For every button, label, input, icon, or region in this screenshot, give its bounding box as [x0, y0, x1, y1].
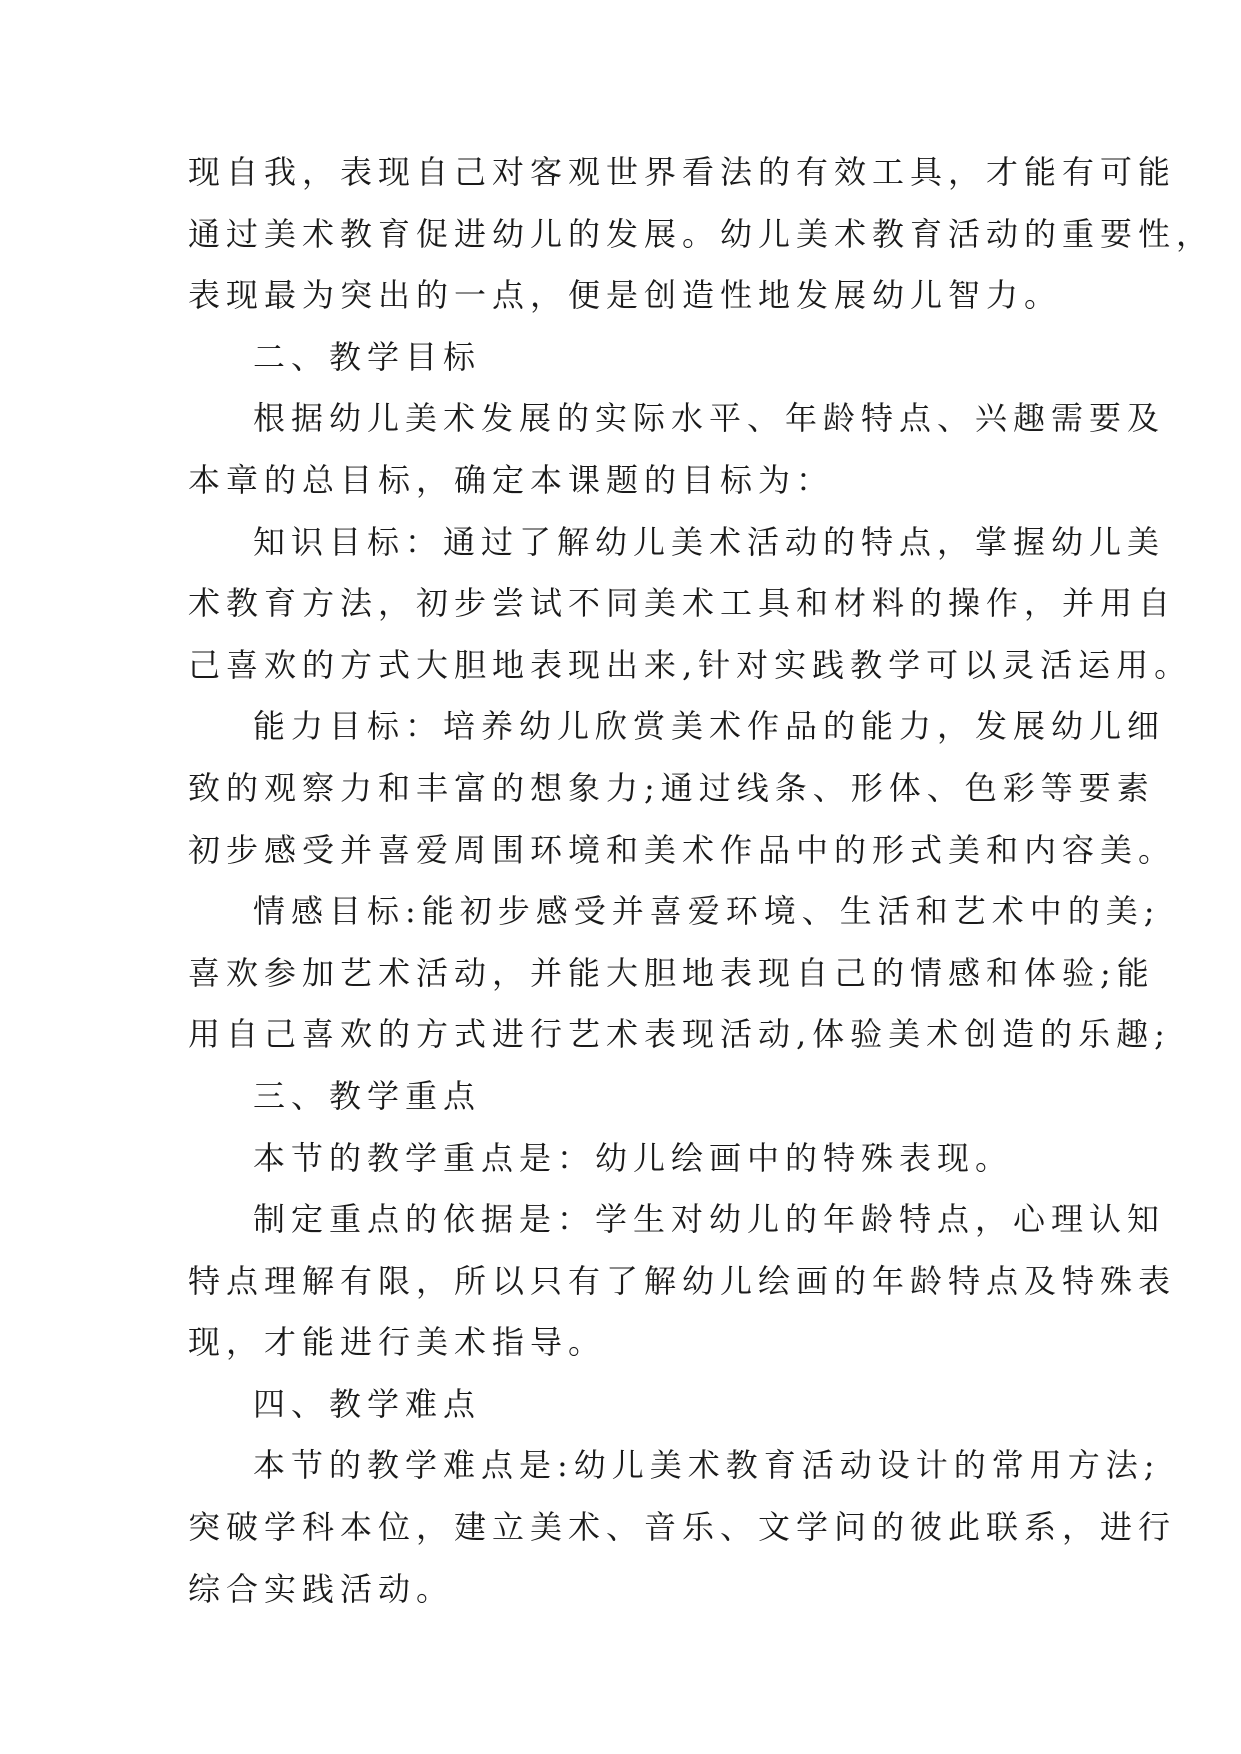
section-heading-teaching-difficulty: 四、教学难点: [253, 1384, 482, 1423]
text-line: 制定重点的依据是：学生对幼儿的年龄特点，心理认知: [253, 1200, 1166, 1239]
section-heading-teaching-goals: 二、教学目标: [253, 337, 482, 376]
section-heading-teaching-focus: 三、教学重点: [253, 1076, 482, 1115]
text-line: 本节的教学重点是：幼儿绘画中的特殊表现。: [253, 1138, 1014, 1177]
text-line: 己喜欢的方式大胆地表现出来,针对实践教学可以灵活运用。: [188, 645, 1193, 684]
text-line: 综合实践活动。: [188, 1569, 455, 1608]
text-line: 本章的总目标，确定本课题的目标为：: [188, 460, 835, 499]
text-line: 现自我，表现自己对客观世界看法的有效工具，才能有可能: [188, 153, 1177, 191]
text-line: 用自己喜欢的方式进行艺术表现活动,体验美术创造的乐趣;: [188, 1015, 1171, 1054]
text-line: 喜欢参加艺术活动，并能大胆地表现自己的情感和体验;能: [188, 953, 1155, 992]
document-body: [188, 153, 1215, 1633]
text-line: 突破学科本位，建立美术、音乐、文学问的彼此联系，进行: [188, 1508, 1177, 1547]
text-line: 本节的教学难点是:幼儿美术教育活动设计的常用方法;: [253, 1446, 1161, 1485]
text-line: 现，才能进行美术指导。: [188, 1323, 607, 1362]
text-line: 知识目标：通过了解幼儿美术活动的特点，掌握幼儿美: [253, 522, 1166, 561]
text-line: 能力目标：培养幼儿欣赏美术作品的能力，发展幼儿细: [253, 707, 1166, 746]
text-line: 表现最为突出的一点，便是创造性地发展幼儿智力。: [188, 276, 1063, 315]
text-line: 术教育方法，初步尝试不同美术工具和材料的操作，并用自: [188, 584, 1177, 623]
text-line: 特点理解有限，所以只有了解幼儿绘画的年龄特点及特殊表: [188, 1261, 1177, 1300]
text-line: 致的观察力和丰富的想象力;通过线条、形体、色彩等要素: [188, 768, 1155, 807]
text-line: 初步感受并喜爱周围环境和美术作品中的形式美和内容美。: [188, 830, 1177, 869]
text-line: 情感目标:能初步感受并喜爱环境、生活和艺术中的美;: [253, 892, 1161, 931]
text-line: 通过美术教育促进幼儿的发展。幼儿美术教育活动的重要性，: [188, 214, 1215, 253]
text-line: 根据幼儿美术发展的实际水平、年龄特点、兴趣需要及: [253, 399, 1166, 438]
